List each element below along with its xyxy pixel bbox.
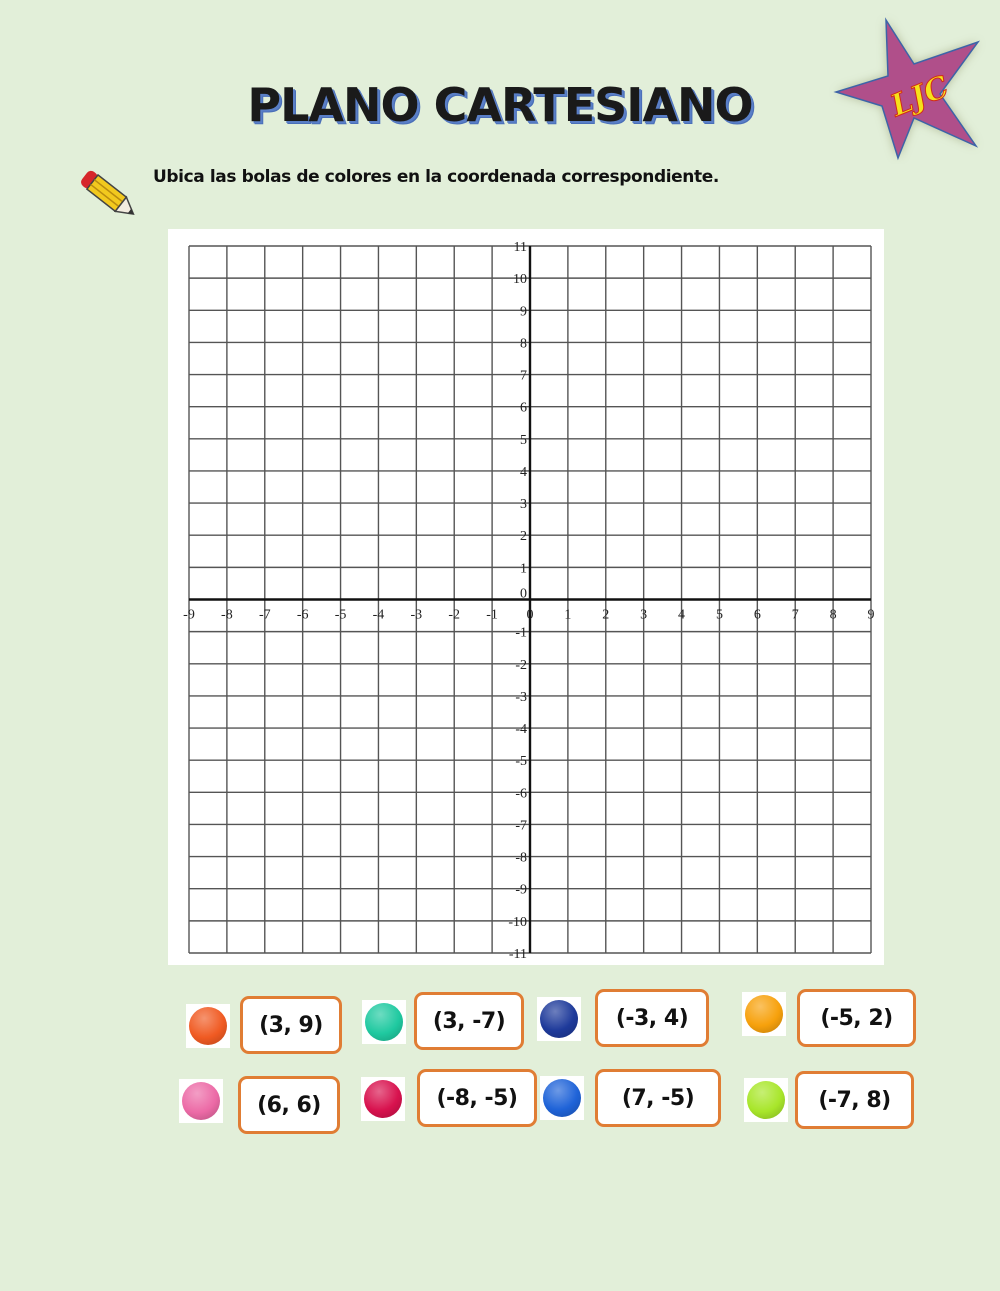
ball-icon [540,1000,578,1038]
y-tick-label: -3 [515,689,527,705]
x-tick-label: -1 [486,607,498,623]
x-tick-label: 2 [602,607,610,623]
y-tick-label: -10 [508,914,527,930]
grid-svg [168,229,884,965]
colored-ball[interactable] [540,1076,584,1120]
ball-icon [364,1080,402,1118]
x-tick-label: -4 [372,607,385,623]
y-tick-label: 9 [520,304,527,320]
coordinate-box: (6, 6) [238,1076,340,1134]
x-tick-label: 4 [678,607,686,623]
colored-ball[interactable] [537,997,581,1041]
x-tick-label: -2 [448,607,461,623]
x-tick-label: -9 [183,607,195,623]
x-tick-label: 3 [640,607,648,623]
y-tick-label: 4 [520,464,527,480]
colored-ball[interactable] [742,992,786,1036]
y-tick-label: -7 [515,818,527,834]
x-tick-label: -7 [258,607,271,623]
y-tick-label: 8 [520,336,527,352]
x-tick-label: -6 [296,607,309,623]
coordinate-box: (3, -7) [414,992,524,1050]
ball-icon [189,1007,227,1045]
logo-text: LJC [885,69,954,125]
y-tick-label: 5 [520,432,527,448]
y-tick-label: -1 [515,625,527,641]
x-tick-label: 5 [715,607,723,623]
coordinate-box: (-5, 2) [797,989,916,1047]
colored-ball[interactable] [186,1004,230,1048]
y-tick-label: 10 [513,272,527,288]
colored-ball[interactable] [362,1000,406,1044]
y-tick-label: 1 [520,561,527,577]
ball-icon [543,1079,581,1117]
y-tick-label: 0 [520,586,527,602]
y-tick-label: -4 [515,722,527,738]
pencil-icon [76,166,142,224]
cartesian-plane [168,229,884,965]
x-tick-label: 6 [753,607,761,623]
colored-ball[interactable] [361,1077,405,1121]
x-tick-label: 0 [526,607,534,623]
y-tick-label: 6 [520,400,527,416]
x-tick-label: 8 [829,607,837,623]
colored-ball[interactable] [744,1078,788,1122]
y-tick-label: -6 [515,786,527,802]
x-tick-label: -5 [334,607,347,623]
page-title: PLANO CARTESIANO [247,78,753,132]
y-tick-label: 2 [520,529,527,545]
y-tick-label: 7 [520,368,527,384]
coordinate-box: (7, -5) [595,1069,721,1127]
y-tick-label: 3 [520,497,527,513]
x-tick-label: 9 [867,607,875,623]
colored-ball[interactable] [179,1079,223,1123]
ball-icon [365,1003,403,1041]
coordinate-box: (-7, 8) [795,1071,914,1129]
ball-icon [745,995,783,1033]
instruction-text: Ubica las bolas de colores en la coordenada correspondiente. [153,167,719,187]
y-tick-label: 11 [513,240,527,255]
coordinate-box: (-3, 4) [595,989,709,1047]
y-tick-label: -9 [515,882,527,898]
ljc-star-logo [828,6,988,164]
x-tick-label: -8 [221,607,233,623]
y-tick-label: -2 [515,657,527,673]
coordinate-box: (3, 9) [240,996,342,1054]
y-tick-label: -5 [515,754,527,770]
x-tick-label: 1 [564,607,572,623]
ball-icon [747,1081,785,1119]
ball-icon [182,1082,220,1120]
x-tick-label: 7 [791,607,799,623]
y-tick-label: -11 [508,947,527,962]
coordinate-box: (-8, -5) [417,1069,537,1127]
y-tick-label: -8 [515,850,527,866]
x-tick-label: -3 [410,607,423,623]
